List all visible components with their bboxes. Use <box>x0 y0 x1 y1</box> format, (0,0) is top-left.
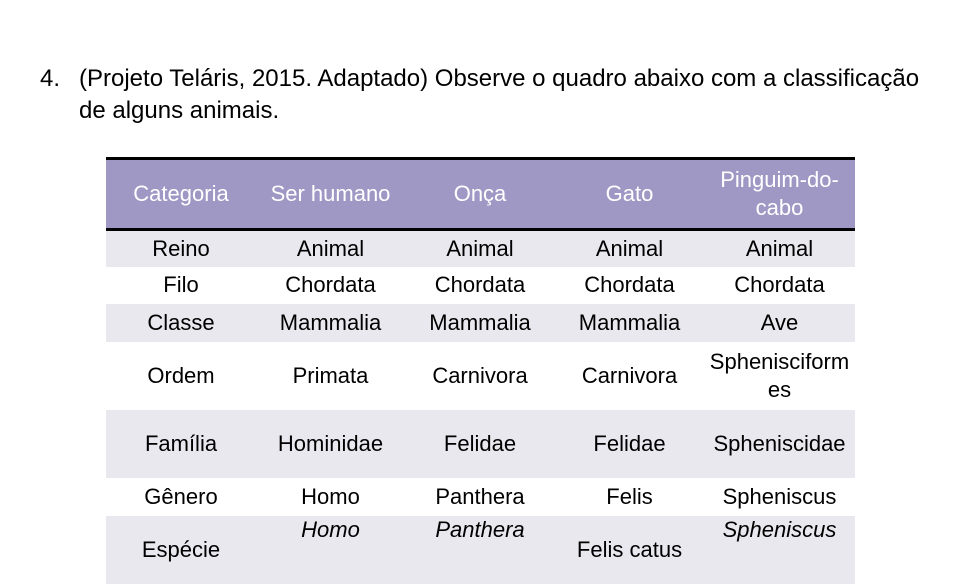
table-cell: Chordata <box>285 272 376 297</box>
table-cell: Felidae <box>443 430 517 456</box>
table-cell: Animal <box>296 235 365 261</box>
table-cell: Felis <box>606 483 653 509</box>
classification-table-wrapper <box>106 157 855 562</box>
table-cell: Chordata <box>434 272 526 297</box>
table-cell: Felis catus <box>576 536 683 562</box>
classification-table <box>106 157 855 584</box>
table-header <box>106 159 855 230</box>
question-number: 4. <box>40 65 61 92</box>
table-cell: Carnivora <box>432 362 528 388</box>
table-cell: Família <box>144 430 218 456</box>
table-cell: Classe <box>147 309 215 335</box>
table-row-reino <box>106 230 855 267</box>
table-cell: Spheniscus <box>722 516 837 542</box>
table-cell: Panthera <box>435 483 525 509</box>
table-cell: Chordata <box>734 272 825 297</box>
table-row-genero <box>106 478 855 516</box>
table-row-classe <box>106 304 855 342</box>
table-cell: Ordem <box>147 362 215 388</box>
table-cell: Sphenisciformes <box>709 348 850 402</box>
table-cell: Animal <box>446 235 514 261</box>
table-cell: Hominidae <box>277 430 384 456</box>
table-cell: Homo <box>301 516 360 542</box>
table-cell: Reino <box>152 235 210 261</box>
table-row-filo <box>106 267 855 304</box>
question-text <box>40 63 920 127</box>
table-cell: Panthera <box>435 516 525 542</box>
table-row-ordem <box>106 342 855 410</box>
table-cell: Filo <box>163 272 199 297</box>
table-header-row <box>106 159 855 230</box>
table-cell: Primata <box>292 362 369 388</box>
table-cell: Animal <box>745 235 814 261</box>
header-gato: Gato <box>605 181 654 206</box>
header-pinguim-do-cabo: Pinguim-do-cabo <box>720 167 839 220</box>
table-cell: Carnivora <box>581 362 678 388</box>
table-cell: Homo <box>301 483 360 509</box>
table-body <box>106 230 855 584</box>
table-cell: Mammalia <box>578 309 681 335</box>
table-row-especie <box>106 516 855 584</box>
table-cell: Spheniscus <box>722 483 837 509</box>
table-cell: Felidae <box>593 430 666 456</box>
header-ser-humano: Ser humano <box>270 181 391 206</box>
table-cell: Espécie <box>141 536 221 562</box>
header-categoria: Categoria <box>133 181 229 206</box>
table-cell: Ave <box>760 309 799 335</box>
table-cell: Mammalia <box>429 309 531 335</box>
header-onca: Onça <box>453 181 507 206</box>
question-body: (Projeto Teláris, 2015. Adaptado) Observe o quadro abaixo com a classificação de alguns animais. <box>79 65 920 124</box>
table-cell: Chordata <box>584 272 675 297</box>
table-cell: Animal <box>595 235 664 261</box>
table-cell: Gênero <box>144 483 218 509</box>
table-cell: Spheniscidae <box>713 430 846 456</box>
table-row-familia <box>106 410 855 478</box>
table-cell: Mammalia <box>279 309 382 335</box>
